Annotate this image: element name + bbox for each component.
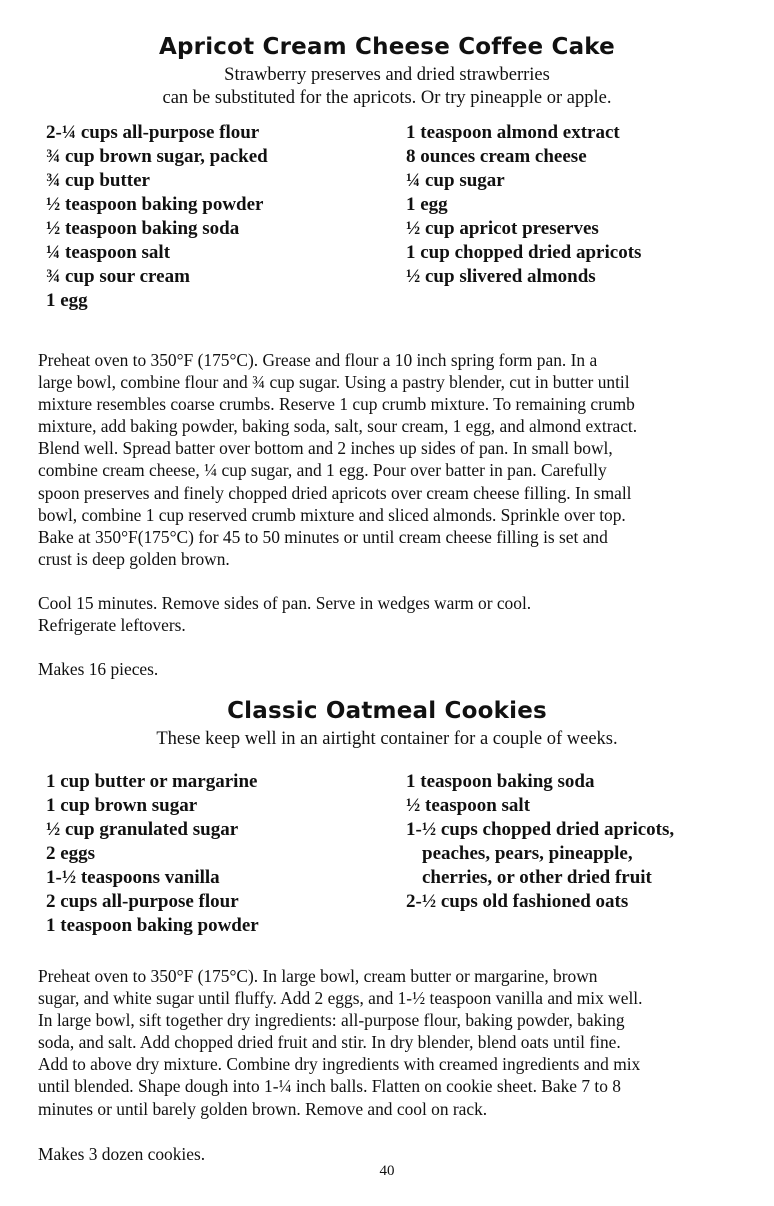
ingredient-item: ¼ teaspoon salt [46,242,171,263]
ingredient-item: 1 cup chopped dried apricots [406,242,642,263]
directions [38,349,738,570]
ingredient-item: ½ teaspoon salt [406,795,531,816]
recipe-oatmeal-cookies [0,694,774,1164]
ingredient-item: 1-½ teaspoons vanilla [46,867,220,888]
ingredient-item: 2-½ cups old fashioned oats [406,891,629,912]
ingredient-item: 1 teaspoon baking powder [46,915,259,936]
ingredient-item-continued: cherries, or other dried fruit [422,867,652,888]
directions-line: minutes or until barely golden brown. Remove and cool on rack. [38,1098,488,1119]
recipe-apricot-coffee-cake [0,30,774,679]
ingredients-right-column [406,770,674,914]
directions-line: Add to above dry mixture. Combine dry ingredients with creamed ingredients and mix [38,1054,641,1075]
ingredient-item: ½ teaspoon baking soda [46,218,240,239]
directions-line: Cool 15 minutes. Remove sides of pan. Serve in wedges warm or cool. [38,593,532,613]
intro-line: can be substituted for the apricots. Or try pineapple or apple. [162,88,612,108]
ingredient-item: 2-¼ cups all-purpose flour [46,122,260,143]
directions [38,965,738,1120]
directions-line: Preheat oven to 350°F (175°C). In large bowl, cream butter or margarine, brown [38,966,598,986]
directions-line: crust is deep golden brown. [38,548,230,569]
directions-line: Refrigerate leftovers. [38,615,186,636]
ingredients-left-column [46,121,268,313]
cooling-instructions [38,592,738,636]
ingredient-item: 1-½ cups chopped dried apricots, [406,819,675,840]
directions-line: mixture resembles coarse crumbs. Reserve 1 cup crumb mixture. To remaining crumb [38,394,635,415]
ingredients-right-column [406,121,641,289]
directions-line: Bake at 350°F(175°C) for 45 to 50 minutes or until cream cheese filling is set and [38,526,608,547]
directions-line: Preheat oven to 350°F (175°C). Grease and flour a 10 inch spring form pan. In a [38,350,598,370]
ingredient-item: 1 egg [46,290,88,311]
ingredient-item-continued: peaches, pears, pineapple, [422,843,633,864]
ingredient-item: 1 teaspoon baking soda [406,771,595,792]
ingredient-item: ½ cup slivered almonds [406,266,596,287]
directions-line: Blend well. Spread batter over bottom and 2 inches up sides of pan. In small bowl, [38,438,613,459]
directions-line: until blended. Shape dough into 1-¼ inch balls. Flatten on cookie sheet. Bake 7 to 8 [38,1076,621,1097]
recipe-yield: Makes 3 dozen cookies. [38,1144,206,1164]
directions-line: bowl, combine 1 cup reserved crumb mixture and sliced almonds. Sprinkle over top. [38,504,626,525]
recipe-intro [0,64,774,110]
page-number: 40 [379,1163,395,1179]
intro-line: Strawberry preserves and dried strawberries [224,65,550,85]
ingredient-item: 8 ounces cream cheese [406,146,587,167]
recipe-yield: Makes 16 pieces. [38,659,159,679]
directions-line: sugar, and white sugar until fluffy. Add 2 eggs, and 1-½ teaspoon vanilla and mix well. [38,988,643,1009]
ingredient-item: ½ cup granulated sugar [46,819,239,840]
ingredient-item: ¾ cup brown sugar, packed [46,146,268,167]
directions-line: large bowl, combine flour and ¾ cup sugar. Using a pastry blender, cut in butter until [38,372,630,393]
directions-line: spoon preserves and finely chopped dried apricots over cream cheese filling. In small [38,482,632,503]
directions-line: mixture, add baking powder, baking soda, salt, sour cream, 1 egg, and almond extract. [38,416,638,437]
ingredient-item: 1 cup butter or margarine [46,771,258,792]
ingredients-left-column [46,770,259,938]
ingredient-item: ¼ cup sugar [406,170,505,191]
directions-line: In large bowl, sift together dry ingredients: all-purpose flour, baking powder, baking [38,1010,625,1031]
directions-line: combine cream cheese, ¼ cup sugar, and 1 egg. Pour over batter in pan. Carefully [38,460,607,481]
ingredient-item: 1 egg [406,194,448,215]
ingredient-item: ¾ cup butter [46,170,150,191]
directions-line: soda, and salt. Add chopped dried fruit and stir. In dry blender, blend oats until fine. [38,1032,621,1053]
ingredient-item: 1 teaspoon almond extract [406,122,620,143]
recipe-title: Classic Oatmeal Cookies [227,698,547,724]
ingredient-item: 1 cup brown sugar [46,795,198,816]
ingredient-item: 2 cups all-purpose flour [46,891,239,912]
ingredient-item: 2 eggs [46,843,96,864]
ingredient-item: ¾ cup sour cream [46,266,190,287]
recipe-intro [0,728,774,751]
ingredient-item: ½ cup apricot preserves [406,218,599,239]
ingredient-item: ½ teaspoon baking powder [46,194,264,215]
recipe-title: Apricot Cream Cheese Coffee Cake [159,34,615,60]
intro-line: These keep well in an airtight container for a couple of weeks. [156,729,618,749]
